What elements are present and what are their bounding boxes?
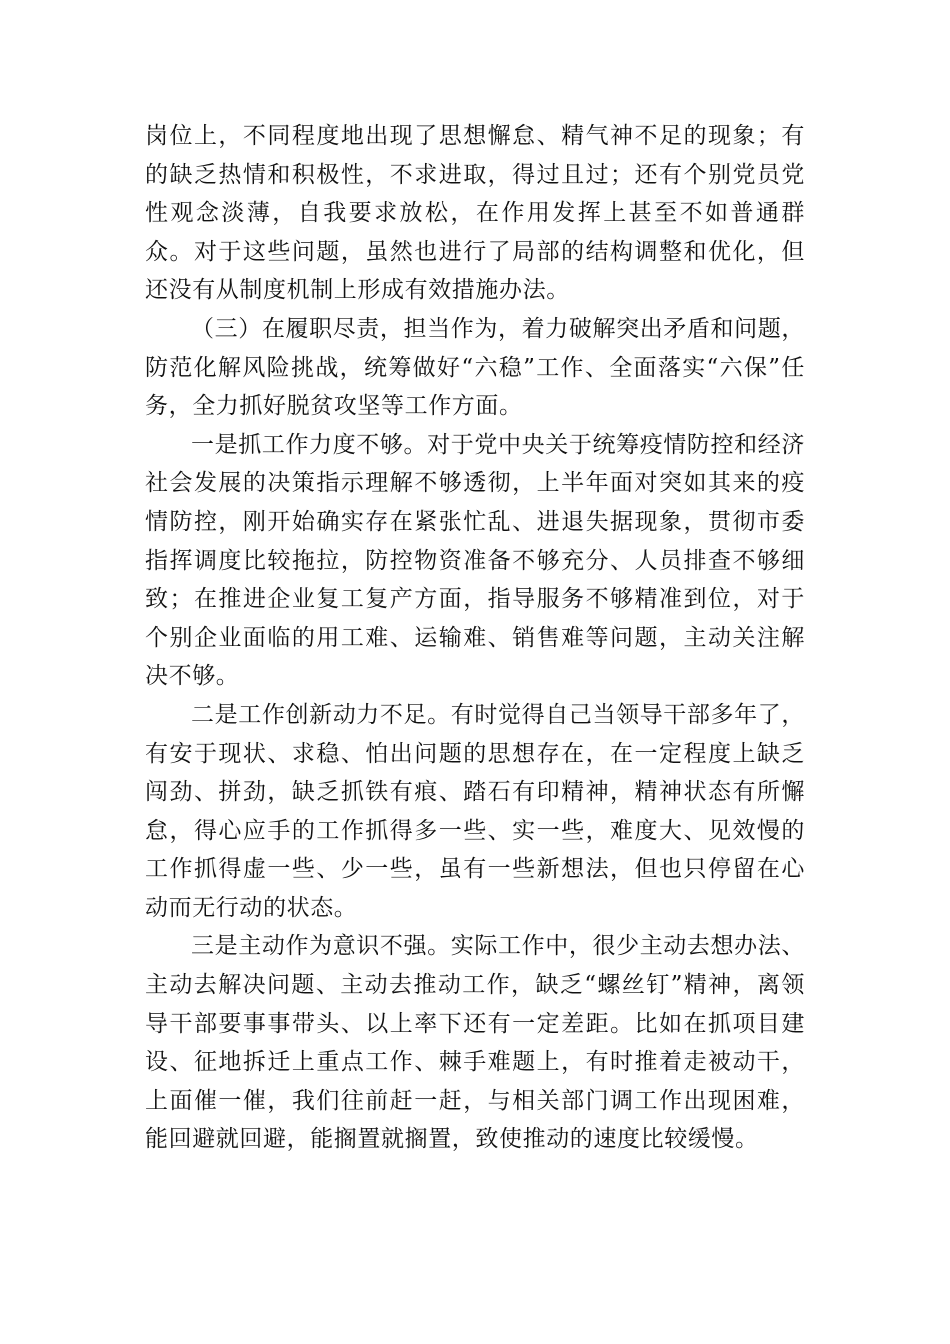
paragraph-section-heading: （三）在履职尽责，担当作为，着力破解突出矛盾和问题，防范化解风险挑战，统筹做好“六稳”工作、全面落实“六保”任务，全力抓好脱贫攻坚等工作方面。	[145, 315, 805, 420]
paragraph-item-3: 三是主动作为意识不强。实际工作中，很少主动去想办法、主动去解决问题、主动去推动工作，缺乏“螺丝钉”精神，离领导干部要事事带头、以上率下还有一定差距。比如在抓项目建设、征地拆迁上重点工作、棘手难题上，有时推着走被动干，上面催一催，我们往前赶一赶，与相关部门调工作出现困难，能回避就回避，能搁置就搁置，致使推动的速度比较缓慢。	[145, 933, 805, 1153]
paragraph-continuation: 岗位上，不同程度地出现了思想懈怠、精气神不足的现象；有的缺乏热情和积极性，不求进取，得过且过；还有个别党员党性观念淡薄，自我要求放松，在作用发挥上甚至不如普通群众。对于这些问题，虽然也进行了局部的结构调整和优化，但还没有从制度机制上形成有效措施办法。	[145, 123, 805, 304]
paragraph-item-2: 二是工作创新动力不足。有时觉得自己当领导干部多年了，有安于现状、求稳、怕出问题的思想存在，在一定程度上缺乏闯劲、拼劲，缺乏抓铁有痕、踏石有印精神，精神状态有所懈怠，得心应手的工作抓得多一些、实一些，难度大、见效慢的工作抓得虚一些、少一些，虽有一些新想法，但也只停留在心动而无行动的状态。	[145, 701, 805, 921]
document-body	[145, 117, 805, 1159]
paragraph-item-1: 一是抓工作力度不够。对于党中央关于统筹疫情防控和经济社会发展的决策指示理解不够透彻，上半年面对突如其来的疫情防控，刚开始确实存在紧张忙乱、进退失据现象，贯彻市委指挥调度比较拖拉，防控物资准备不够充分、人员排查不够细致；在推进企业复工复产方面，指导服务不够精准到位，对于个别企业面临的用工难、运输难、销售难等问题，主动关注解决不够。	[145, 431, 805, 690]
